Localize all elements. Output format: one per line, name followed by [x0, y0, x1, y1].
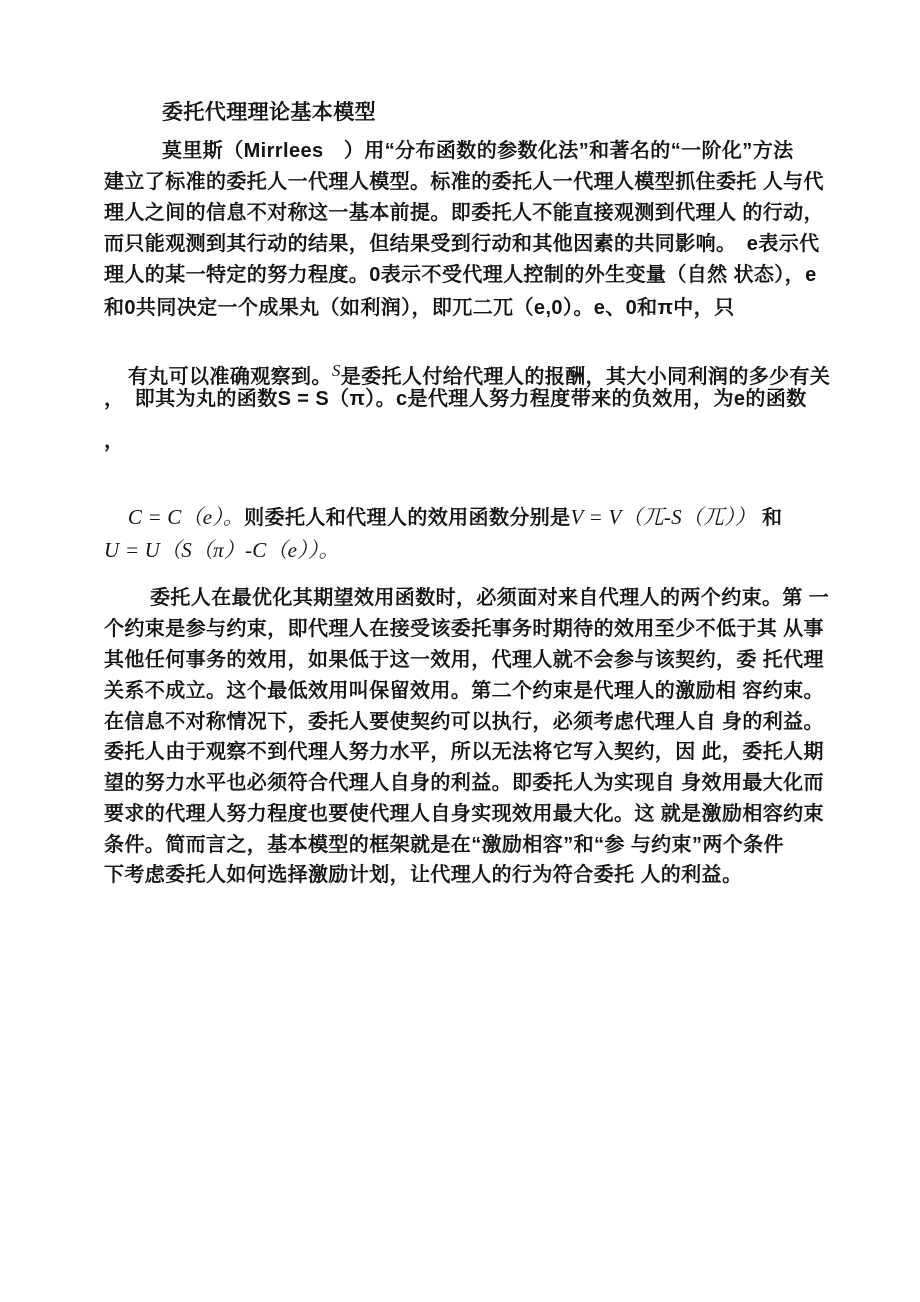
paragraph-1-line-3: 理人之间的信息不对称这一基本前提。即委托人不能直接观测到代理人 的行动，: [104, 202, 824, 224]
document-title: 委托代理理论基本模型: [162, 101, 376, 124]
paragraph-1-line-6: 和0共同决定一个成果丸（如利润），即兀二兀（e,0）。e、0和π中，只: [104, 297, 735, 319]
paragraph-1-line-9: ，: [104, 430, 125, 452]
paragraph-2-line-6: 委托人由于观察不到代理人努力水平，所以无法将它写入契约，因 此，委托人期: [104, 741, 824, 763]
paragraph-1-line-1: 莫里斯（Mirrlees ）用“分布函数的参数化法”和著名的“一阶化”方法: [162, 140, 794, 162]
paragraph-1-line-2: 建立了标准的委托人一代理人模型。标准的委托人一代理人模型抓住委托 人与代: [104, 171, 824, 193]
paragraph-2-line-10: 下考虑委托人如何选择激励计划，让代理人的行为符合委托 人的利益。: [104, 864, 743, 886]
paragraph-2-line-1: 委托人在最优化其期望效用函数时，必须面对来自代理人的两个约束。第 一: [150, 587, 830, 609]
paragraph-1-line-5: 理人的某一特定的努力程度。0表示不受代理人控制的外生变量（自然 状态），e: [104, 264, 817, 286]
paragraph-2-line-4: 关系不成立。这个最低效用叫保留效用。第二个约束是代理人的激励相 容约束。: [104, 680, 824, 702]
paragraph-2-line-3: 其他任何事务的效用，如果低于这一效用，代理人就不会参与该契约，委 托代理: [104, 649, 824, 671]
paragraph-2-line-8: 要求的代理人努力程度也要使代理人自身实现效用最大化。这 就是激励相容约束: [104, 803, 824, 825]
paragraph-1-line-8: ， 即其为丸的函数S = S（π）。c是代理人努力程度带来的负效用，为e的函数: [104, 388, 807, 410]
paragraph-2-line-2: 个约束是参与约束，即代理人在接受该委托事务时期待的效用至少不低于其 从事: [104, 618, 824, 640]
formula-cost-function: C = C（e）。: [127, 505, 245, 529]
formula-principal-utility: V = V（兀-S（兀））: [570, 505, 757, 529]
paragraph-2-line-5: 在信息不对称情况下，委托人要使契约可以执行，必须考虑代理人自 身的利益。: [104, 711, 824, 733]
paragraph-2-line-9: 条件。简而言之，基本模型的框架就是在“激励相容”和“参 与约束”两个条件: [104, 834, 784, 856]
superscript-s-variable: S: [331, 361, 341, 380]
formula-agent-utility: U = U（S（π）-C（e））。: [104, 538, 340, 562]
paragraph-2-line-7: 望的努力水平也必须符合代理人自身的利益。即委托人为实现自 身效用最大化而: [104, 772, 824, 794]
line-10-cjk-text: 则委托人和代理人的效用函数分别是: [244, 507, 571, 529]
line-7-text-start: 有丸可以准确观察到。: [127, 366, 332, 388]
line-7-text-end: 是委托人付给代理人的报酬，其大小同利润的多少有关: [340, 366, 831, 388]
line-10-conjunction: 和: [756, 507, 783, 529]
paragraph-1-line-4: 而只能观测到其行动的结果，但结果受到行动和其他因素的共同影响。 e表示代: [104, 233, 820, 255]
